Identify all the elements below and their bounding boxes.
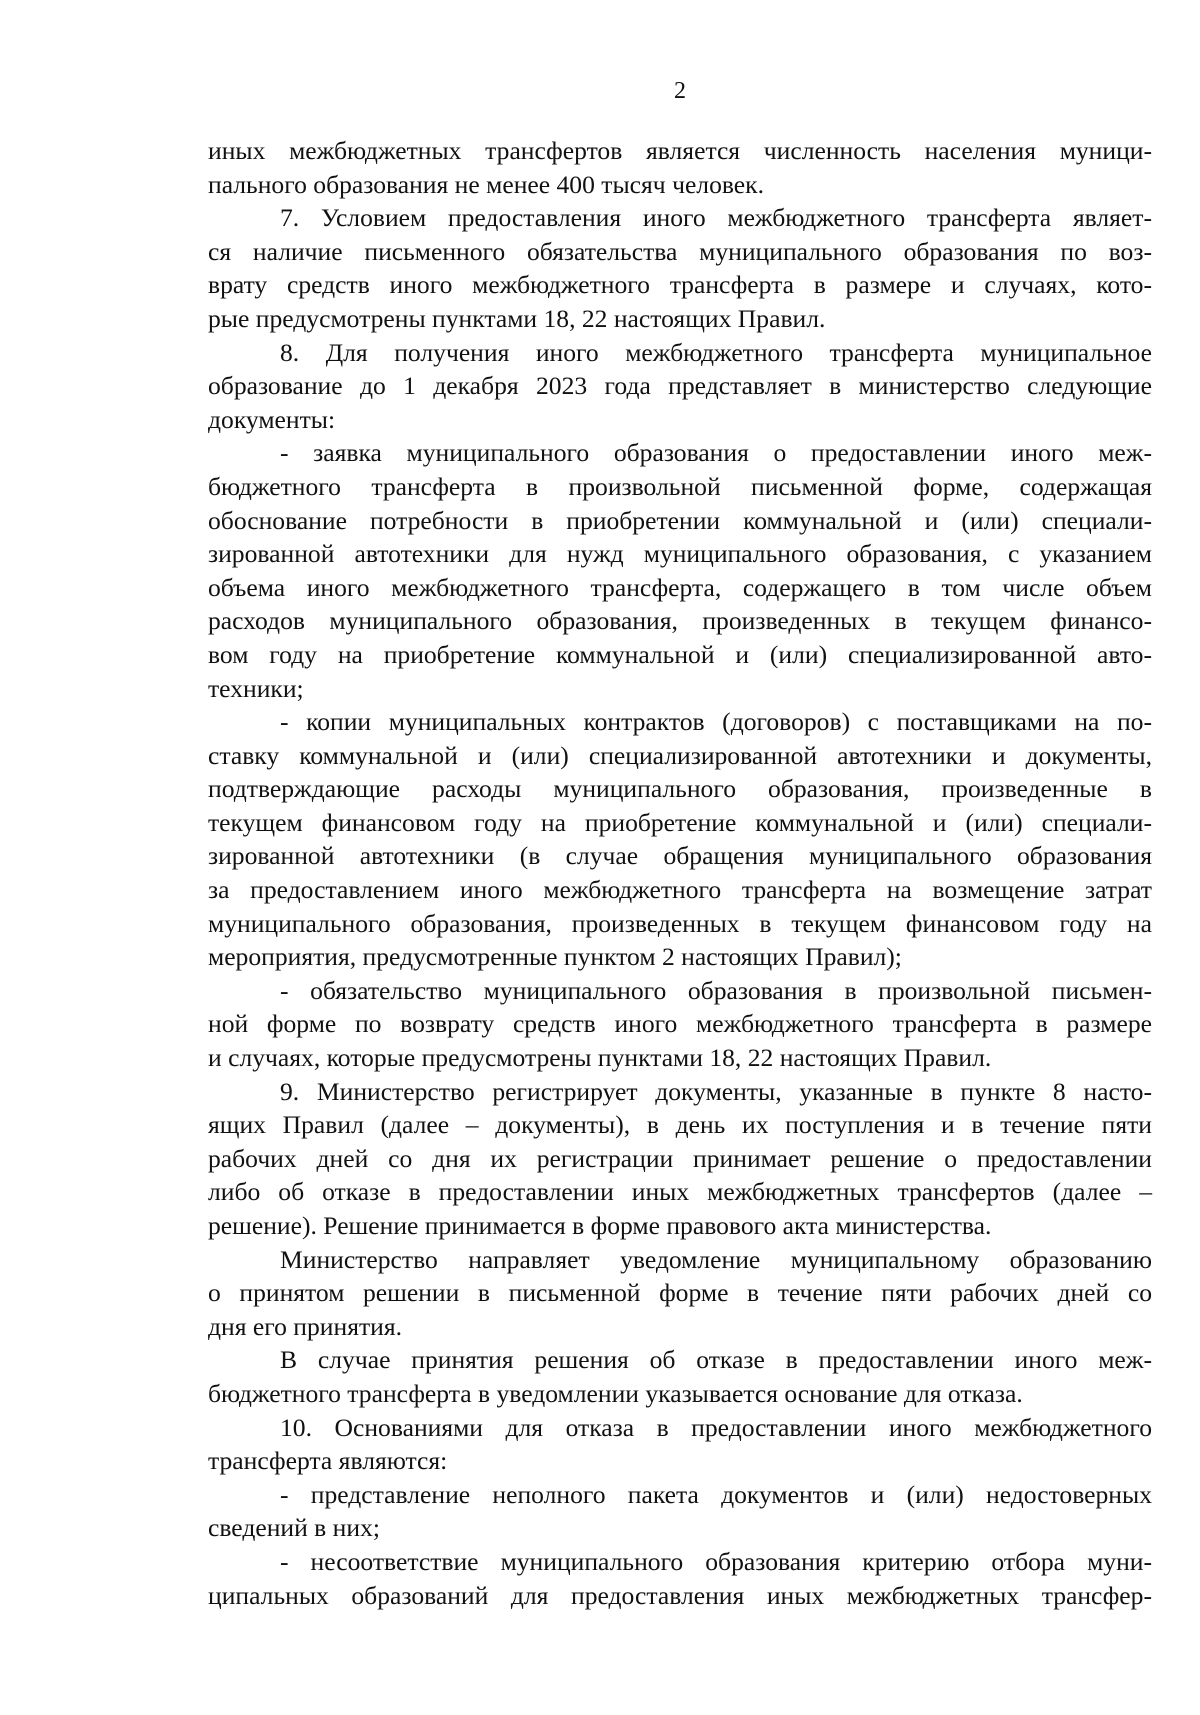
document-body [208, 134, 1152, 1612]
text-line: за предоставлением иного межбюджетного трансферта на возмещение затрат [208, 875, 1152, 905]
text-line: рабочих дней со дня их регистрации принимает решение о предоставлении [208, 1143, 1152, 1173]
text-line: рые предусмотрены пунктами 18, 22 настоящих Правил. [208, 303, 826, 333]
text-line: объема иного межбюджетного трансферта, содержащего в том числе объем [208, 572, 1152, 602]
text-line: врату средств иного межбюджетного трансферта в размере и случаях, кото- [208, 270, 1152, 300]
text-line: иных межбюджетных трансфертов является численность населения муници- [208, 136, 1152, 165]
text-line: зированной автотехники (в случае обращения муниципального образования [208, 841, 1152, 871]
text-line: ставку коммунальной и (или) специализированной автотехники и документы, [208, 740, 1152, 770]
text-line: Министерство направляет уведомление муниципальному образованию [280, 1244, 1152, 1274]
text-line: решение). Решение принимается в форме правового акта министерства. [208, 1211, 992, 1240]
text-line: 8. Для получения иного межбюджетного трансферта муниципальное [280, 337, 1152, 367]
text-line: 10. Основаниями для отказа в предоставлении иного межбюджетного [280, 1412, 1152, 1442]
text-line: мероприятия, предусмотренные пунктом 2 настоящих Правил); [208, 942, 902, 972]
text-line: ся наличие письменного обязательства муниципального образования по воз- [208, 236, 1152, 266]
text-line: образование до 1 декабря 2023 года представляет в министерство следующие [208, 371, 1152, 401]
text-line: дня его принятия. [208, 1311, 403, 1341]
text-line: муниципального образования, произведенных в текущем финансовом году на [208, 908, 1152, 938]
text-line: техники; [208, 673, 304, 703]
text-line: ящих Правил (далее – документы), в день их поступления и в течение пяти [208, 1110, 1152, 1140]
text-line: и случаях, которые предусмотрены пунктами 18, 22 настоящих Правил. [208, 1043, 992, 1073]
text-line: подтверждающие расходы муниципального образования, произведенные в [208, 774, 1152, 804]
text-line: - заявка муниципального образования о предоставлении иного меж- [280, 438, 1152, 468]
text-line: В случае принятия решения об отказе в предоставлении иного меж- [280, 1345, 1152, 1375]
text-line: сведений в них; [208, 1513, 380, 1543]
text-line: расходов муниципального образования, произведенных в текущем финансо- [208, 606, 1152, 636]
text-line: бюджетного трансферта в произвольной письменной форме, содержащая [208, 471, 1152, 501]
text-line: трансферта являются: [208, 1446, 448, 1476]
text-line: документы: [208, 404, 336, 434]
text-line: обоснование потребности в приобретении коммунальной и (или) специали- [208, 505, 1152, 535]
text-line: вом году на приобретение коммунальной и (или) специализированной авто- [208, 639, 1152, 669]
text-line: о принятом решении в письменной форме в течение пяти рабочих дней со [208, 1278, 1152, 1308]
text-line: пального образования не менее 400 тысяч человек. [208, 169, 765, 199]
text-line: - обязательство муниципального образования в произвольной письмен- [280, 975, 1152, 1005]
text-line: зированной автотехники для нужд муниципального образования, с указанием [208, 539, 1152, 569]
text-line: текущем финансовом году на приобретение коммунальной и (или) специали- [208, 807, 1152, 837]
text-line: бюджетного трансферта в уведомлении указывается основание для отказа. [208, 1378, 1023, 1408]
text-line: - представление неполного пакета документов и (или) недостоверных [280, 1479, 1152, 1509]
text-line: ной форме по возврату средств иного межбюджетного трансферта в размере [208, 1009, 1152, 1039]
text-line: ципальных образований для предоставления иных межбюджетных трансфер- [208, 1580, 1152, 1610]
text-line: 9. Министерство регистрирует документы, указанные в пункте 8 насто- [280, 1076, 1152, 1106]
text-line: 7. Условием предоставления иного межбюджетного трансферта являет- [280, 203, 1152, 233]
text-line: - копии муниципальных контрактов (договоров) с поставщиками на по- [280, 707, 1152, 737]
page-number: 2 [674, 78, 686, 104]
text-line: - несоответствие муниципального образования критерию отбора муни- [280, 1546, 1152, 1576]
text-line: либо об отказе в предоставлении иных межбюджетных трансфертов (далее – [208, 1177, 1152, 1207]
